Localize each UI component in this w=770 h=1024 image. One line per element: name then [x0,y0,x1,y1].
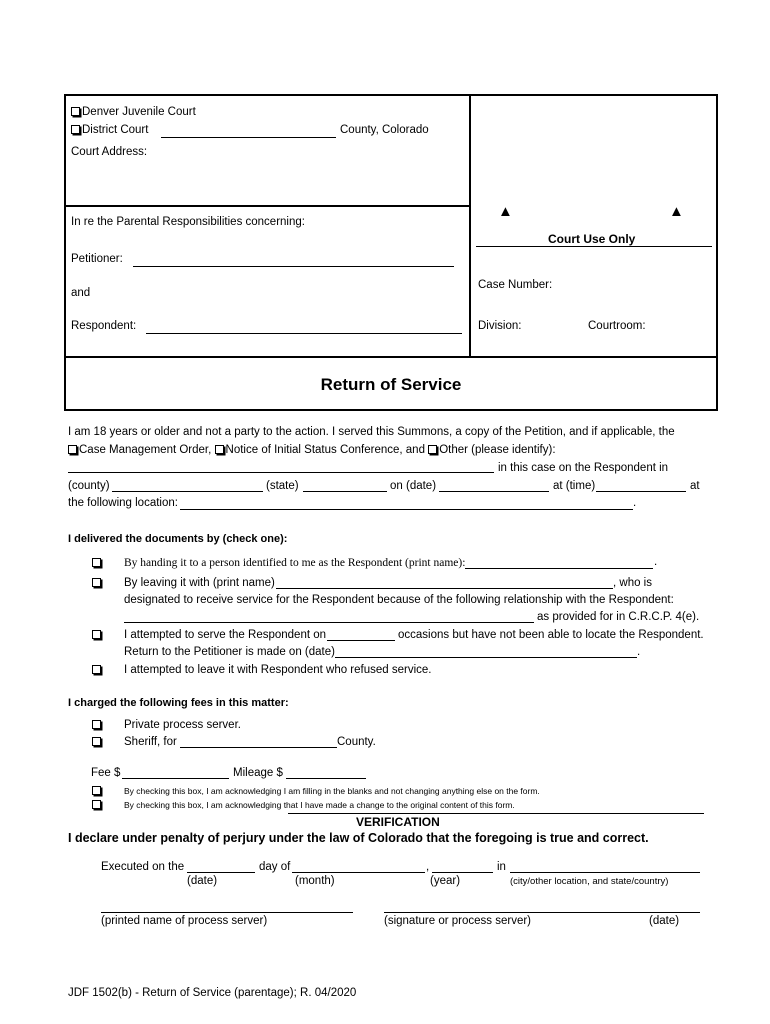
signature-date-caption: (date) [649,915,680,927]
delivery-opt4-label: I attempted to leave it with Respondent who refused service. [124,664,432,676]
division-label: Division: [478,320,522,332]
court-use-only-label: Court Use Only [548,232,636,246]
fee-label: Fee $ [91,767,121,779]
ack2-label: By checking this box, I am acknowledging that I have made a change to the original content of this form. [124,800,515,810]
checkbox[interactable] [71,107,80,116]
fee-input[interactable] [122,778,229,779]
petitioner-label: Petitioner: [71,253,123,265]
court-option-denver-label: Denver Juvenile Court [82,106,196,118]
petitioner-field[interactable] [133,266,454,267]
time-input[interactable] [596,491,686,492]
checkbox-sheriff[interactable] [92,737,101,746]
county-colorado-label: County, Colorado [340,124,429,136]
day-of-label: day of [259,861,291,873]
printed-name-line[interactable] [101,912,353,913]
in-label: in [497,861,506,873]
delivery-opt2-who: , who is [613,577,652,589]
respondent-label: Respondent: [71,320,137,332]
delivery-opt1-label: By handing it to a person identified to me as the Respondent (print name): [124,557,466,569]
year-caption: (year) [430,875,461,887]
at-time-label: at (time) [553,480,596,492]
option-case-management-label: Case Management Order, [79,444,212,456]
occasions-input[interactable] [327,640,395,641]
ack1-label: By checking this box, I am acknowledging I am filling in the blanks and not changing anything else on the form. [124,786,540,796]
printed-name-caption: (printed name of process server) [101,915,268,927]
location-city-input[interactable] [510,872,700,873]
form-id: JDF 1502(b) - Return of Service (parentage); R. 04/2020 [68,987,357,999]
option-other-label: Other (please identify): [439,444,556,456]
checkbox-refused[interactable] [92,665,101,674]
mileage-input[interactable] [286,778,366,779]
delivery-opt2-label: By leaving it with (print name) [124,577,275,589]
on-date-label: on (date) [390,480,437,492]
comma-label: , [426,861,430,873]
respondent-field[interactable] [146,333,462,334]
respondent-name-input[interactable] [465,568,653,569]
delivery-opt3-end: . [637,646,641,658]
verification-divider [288,813,704,814]
other-identify-field[interactable] [68,472,494,473]
delivery-opt3-label: I attempted to serve the Respondent on [124,629,327,641]
checkbox-attempted[interactable] [92,630,101,639]
intro-options [68,444,556,456]
checkbox-ack-blanks[interactable] [92,786,101,795]
court-option-district[interactable] [71,124,148,136]
county-field[interactable] [161,137,336,138]
checkbox[interactable] [215,445,224,454]
intro-line: I am 18 years or older and not a party to the action. I served this Summons, a copy of the Petition, and if applicable, the [68,426,675,438]
location-input[interactable] [180,509,633,510]
delivery-opt2-designated: designated to receive service for the Respondent because of the following relationship with the Respondent: [124,594,674,606]
city-caption: (city/other location, and state/country) [510,876,669,887]
and-label: and [71,287,91,299]
declaration: I declare under penalty of perjury under the law of Colorado that the foregoing is true and correct. [68,831,649,845]
at-label: at [690,480,700,492]
mileage-label: Mileage $ [233,767,283,779]
checkbox-ack-change[interactable] [92,800,101,809]
delivery-opt3-return: Return to the Petitioner is made on (date) [124,646,335,658]
in-this-case-label: in this case on the Respondent in [498,462,669,474]
location-label: the following location: [68,497,178,509]
option-notice-label: Notice of Initial Status Conference, and [225,444,425,456]
court-option-district-label: District Court [82,124,149,136]
executed-on-label: Executed on the [101,861,185,873]
location-end: . [633,497,637,509]
sheriff-county-input[interactable] [180,747,337,748]
signature-line[interactable] [384,912,700,913]
state-label: (state) [266,480,299,492]
fees-heading: I charged the following fees in this matter: [68,697,289,709]
year-input[interactable] [432,872,493,873]
month-caption: (month) [295,875,335,887]
county-input[interactable] [112,491,263,492]
checkbox[interactable] [428,445,437,454]
relationship-input[interactable] [124,622,534,623]
fees-opt1-label: Private process server. [124,719,241,731]
fees-opt2-label: Sheriff, for [124,736,177,748]
checkbox-private-server[interactable] [92,720,101,729]
person-name-input[interactable] [276,588,613,589]
date-caption: (date) [187,875,218,887]
court-option-denver[interactable] [71,106,196,118]
courtroom-label: Courtroom: [588,320,646,332]
caption-right-box [469,94,718,358]
delivery-opt2-crcp: as provided for in C.R.C.P. 4(e). [537,611,700,623]
return-date-input[interactable] [335,657,637,658]
page-title: Return of Service [320,375,462,394]
delivery-heading: I delivered the documents by (check one): [68,533,288,545]
checkbox[interactable] [71,125,80,134]
verification-heading: VERIFICATION [356,815,440,829]
day-input[interactable] [187,872,255,873]
signature-caption: (signature or process server) [384,915,531,927]
arrow-up-icon: ▲ [669,203,684,220]
month-input[interactable] [292,872,425,873]
delivery-opt3-occasions: occasions but have not been able to locate the Respondent. [398,629,704,641]
court-address-label: Court Address: [71,146,148,158]
checkbox[interactable] [68,445,77,454]
arrow-up-icon: ▲ [498,203,513,220]
checkbox-handing[interactable] [92,558,101,567]
in-re-label: In re the Parental Responsibilities concerning: [71,216,305,228]
county-label: (county) [68,480,110,492]
case-number-label: Case Number: [478,279,553,291]
court-use-divider [476,246,712,247]
fees-opt2-county: County. [337,736,376,748]
checkbox-leaving[interactable] [92,578,101,587]
state-input[interactable] [303,491,387,492]
delivery-opt1-end: . [654,556,658,568]
date-input[interactable] [439,491,549,492]
